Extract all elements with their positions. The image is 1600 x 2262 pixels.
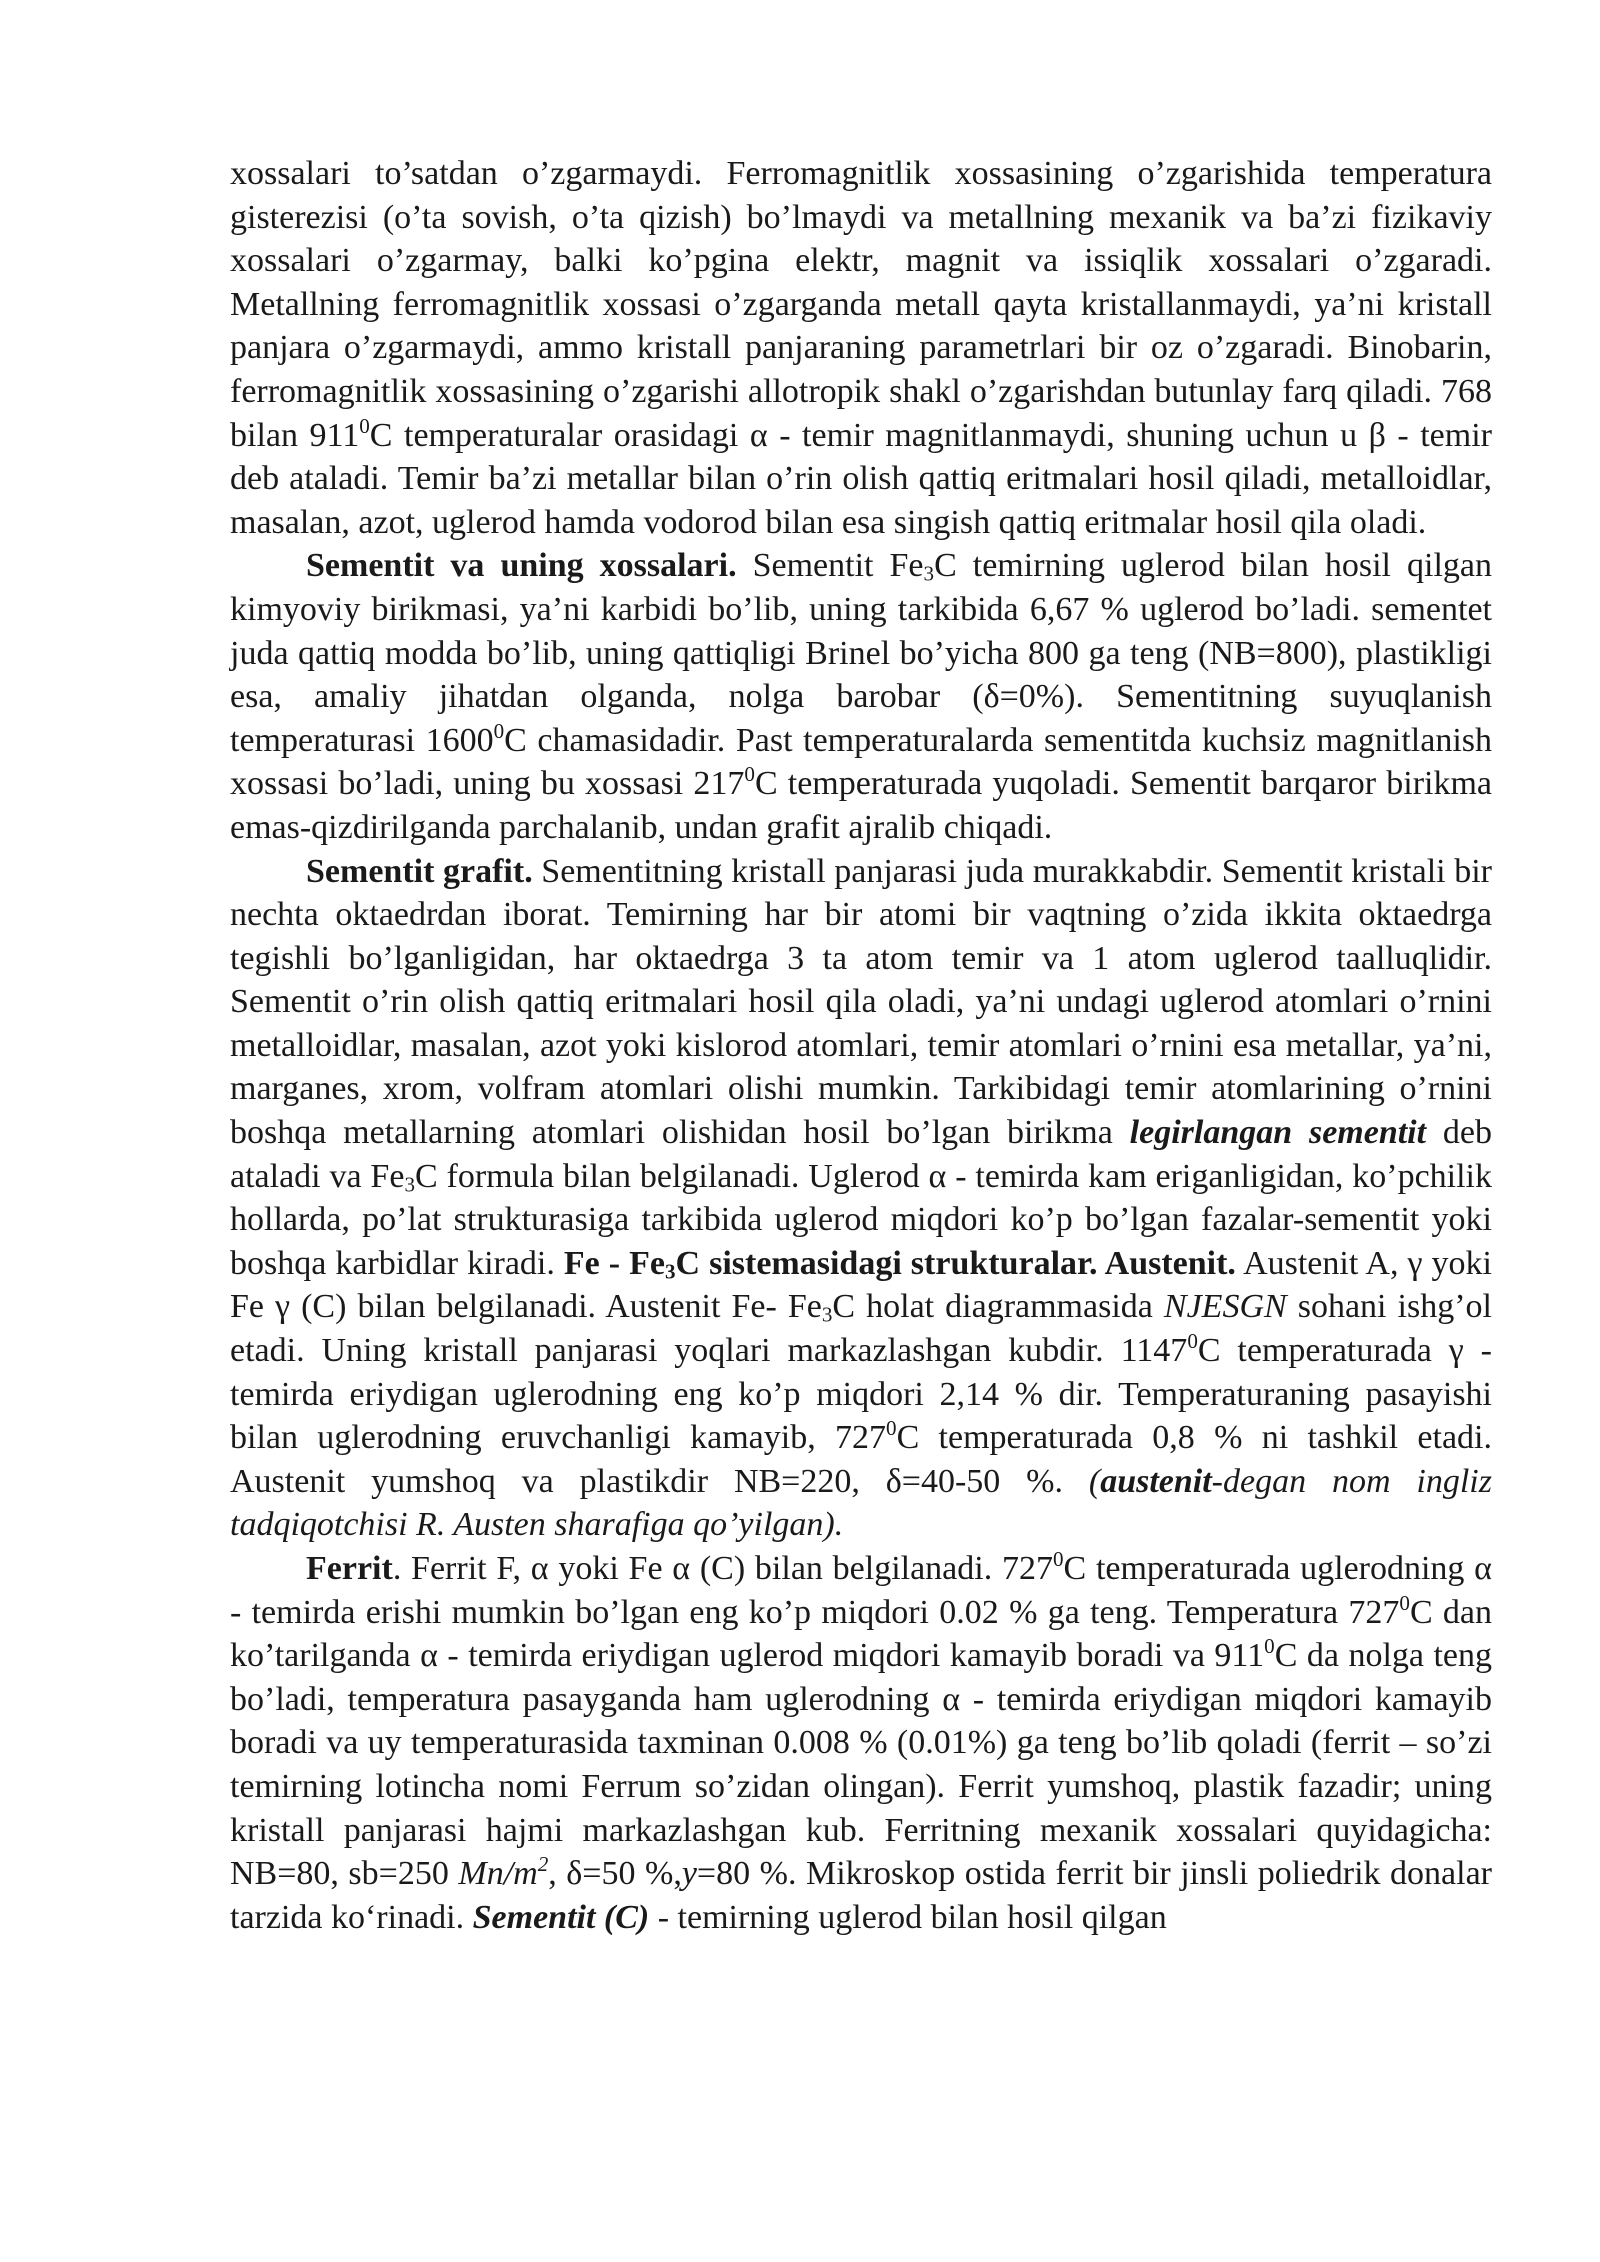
text-run: Austenit A, γ yoki Fe γ (C) bilan belgilanadi. Austenit Fe- Fe <box>230 1244 1492 1326</box>
text-run: xossalari to’satdan o’zgarmaydi. Ferromagnitlik xossasining o’zgarishida temperatura gisterezisi (o’ta sovish, o’ta qizish) bo’lmaydi va metallning mexanik va ba’zi fizikaviy xossalari o’zgarmay, balki ko’pgina elektr, magnit va issiqlik xossalari o’zgaradi. Metallning ferromagnitlik xossasi o’zgarganda metall qayta kristallanmaydi, ya’ni kristall panjara o’zgarmaydi, ammo kristall panjaraning parametrlari bir oz o’zgaradi. Binobarin, ferromagnitlik xossasining o’zgarishi allotropik shakl o’zgarishdan butunlay farq qiladi. 768 bilan 911 <box>230 155 1492 454</box>
superscript-text: 0 <box>744 762 755 787</box>
document-page <box>230 152 1492 1939</box>
text-run: Sementit Fe <box>736 547 924 585</box>
emphasis-text: NJESGN <box>1163 1288 1287 1326</box>
superscript-text: 0 <box>359 413 370 438</box>
emphasis-text: Fe - Fe <box>563 1244 665 1282</box>
text-run: =80 %. Mikroskop ostida ferrit bir jinsli poliedrik donalar tarzida ko‘rinadi. <box>230 1855 1493 1936</box>
text-run: C temirning uglerod bilan hosil qilgan kimyoviy birikmasi, ya’ni karbidi bo’lib, uning tarkibida 6,67 % uglerod bo’ladi. sementet juda qattiq modda bo’lib, uning qattiqligi Brinel bo’yicha 800 ga teng (NB=800), plastikligi esa, amaliy jihatdan olganda, nolga barobar (δ=0%). Sementitning suyuqlanish temperaturasi 1600 <box>230 547 1492 759</box>
paragraph <box>230 1547 1492 1939</box>
text-run: C temperaturada γ - temirda eriydigan uglerodning eng ko’p miqdori 2,14 % dir. Temperaturaning pasayishi bilan uglerodning eruvchanligi kamayib, 727 <box>230 1332 1492 1457</box>
paragraph <box>230 544 1492 849</box>
text-run: C dan ko’tarilganda α - temirda eriydigan uglerod miqdori kamayib boradi va 911 <box>230 1593 1492 1675</box>
superscript-text: 0 <box>1187 1328 1198 1353</box>
text-run: sohani ishg’ol etadi. Uning kristall panjarasi yoqlari markazlashgan kubdir. 1147 <box>230 1288 1492 1370</box>
text-run: C da nolga teng bo’ladi, temperatura pasayganda ham uglerodning α - temirda eriydigan miqdori kamayib boradi va uy temperaturasida taxminan 0.008 % (0.01%) ga teng bo’lib qoladi (ferrit – so’zi temirning lotincha nomi Ferrum so’zidan olingan). Ferrit yumshoq, plastik fazadir; uning kristall panjarasi hajmi markazlashgan kub. Ferritning mexanik xossalari quyidagicha: NB=80, sb=250 <box>230 1637 1492 1893</box>
text-run: C temperaturada yuqoladi. Sementit barqaror birikma emas-qizdirilganda parchalanib, undan grafit ajralib chiqadi. <box>230 765 1493 846</box>
subscript-text: 3 <box>923 561 935 586</box>
emphasis-text: Sementit va uning xossalari. <box>306 547 737 585</box>
superscript-text: 2 <box>537 1852 549 1877</box>
superscript-text: 0 <box>886 1416 897 1441</box>
emphasis-text: C sistemasidagi strukturalar. Austenit. <box>675 1244 1236 1282</box>
emphasis-text: Mn/m <box>458 1855 538 1893</box>
superscript-text: 0 <box>1264 1634 1275 1659</box>
emphasis-text: y <box>681 1855 697 1893</box>
emphasis-text: Ferrit <box>306 1550 393 1587</box>
text-run: . Ferrit F, α yoki Fe α (C) bilan belgilanadi. 727 <box>392 1550 1053 1587</box>
emphasis-text: Sementit grafit. <box>306 852 533 890</box>
superscript-text: 0 <box>493 718 505 743</box>
text-run: Sementitning kristall panjarasi juda murakkabdir. Sementit kristali bir nechta oktaedrdan iborat. Temirning har bir atomi bir vaqtning o’zida ikkita oktaedrga tegishli bo’lganligidan, har oktaedrga 3 ta atom temir va 1 atom uglerod taalluqlidir. Sementit o’rin olish qattiq eritmalari hosil qila oladi, ya’ni undagi uglerod atomlari o’rnini metalloidlar, masalan, azot yoki kislorod atomlari, temir atomlari o’rnini esa metallar, ya’ni, marganes, xrom, volfram atomlari olishi mumkin. Tarkibidagi temir atomlarining o’rnini boshqa metallarning atomlari olishidan hosil bo’lgan birikma <box>230 852 1492 1152</box>
text-run: C temperaturalar orasidagi α - temir magnitlanmaydi, shuning uchun u β - temir deb ataladi. Temir ba’zi metallar bilan o’rin olish qattiq eritmalari hosil qiladi, metalloidlar, masalan, azot, uglerod hamda vodorod bilan esa singish qattiq eritmalar hosil qila oladi. <box>230 416 1492 541</box>
subscript-text: 3 <box>664 1259 676 1284</box>
text-run: C formula bilan belgilanadi. Uglerod α - temirda kam eriganligidan, ko’pchilik hollarda, po’lat strukturasiga tarkibida uglerod miqdori ko’p bo’lgan fazalar-sementit yoki boshqa karbidlar kiradi. <box>230 1157 1492 1282</box>
emphasis-text: -degan nom ingliz tadqiqotchisi R. Austen sharafiga qo’yilgan). <box>230 1462 1492 1544</box>
text-run: - temirning uglerod bilan hosil qilgan <box>649 1898 1167 1936</box>
paragraph <box>230 152 1492 544</box>
emphasis-text: legirlangan sementit <box>1129 1114 1427 1152</box>
text-run: C temperaturada uglerodning α - temirda erishi mumkin bo’lgan eng ko’p miqdori 0.02 % ga teng. Temperatura 727 <box>230 1550 1492 1631</box>
subscript-text: 3 <box>821 1303 833 1328</box>
emphasis-text: ( <box>1088 1462 1101 1500</box>
subscript-text: 3 <box>404 1172 415 1197</box>
text-run: C temperaturada 0,8 % ni tashkil etadi. Austenit yumshoq va plastikdir NB=220, δ=40-50 %. <box>230 1419 1493 1500</box>
text-run: , δ=50 %, <box>548 1855 682 1893</box>
superscript-text: 0 <box>1052 1546 1064 1571</box>
text-run: C chamasidadir. Past temperaturalarda sementitda kuchsiz magnitlanish xossasi bo’ladi, uning bu xossasi 217 <box>230 721 1492 803</box>
emphasis-text: Sementit (C) <box>472 1898 650 1936</box>
emphasis-text: austenit <box>1100 1462 1212 1500</box>
text-run: C holat diagrammasida <box>832 1288 1164 1326</box>
superscript-text: 0 <box>1399 1590 1410 1615</box>
paragraph <box>230 850 1492 1548</box>
text-run: deb ataladi va Fe <box>230 1114 1492 1195</box>
